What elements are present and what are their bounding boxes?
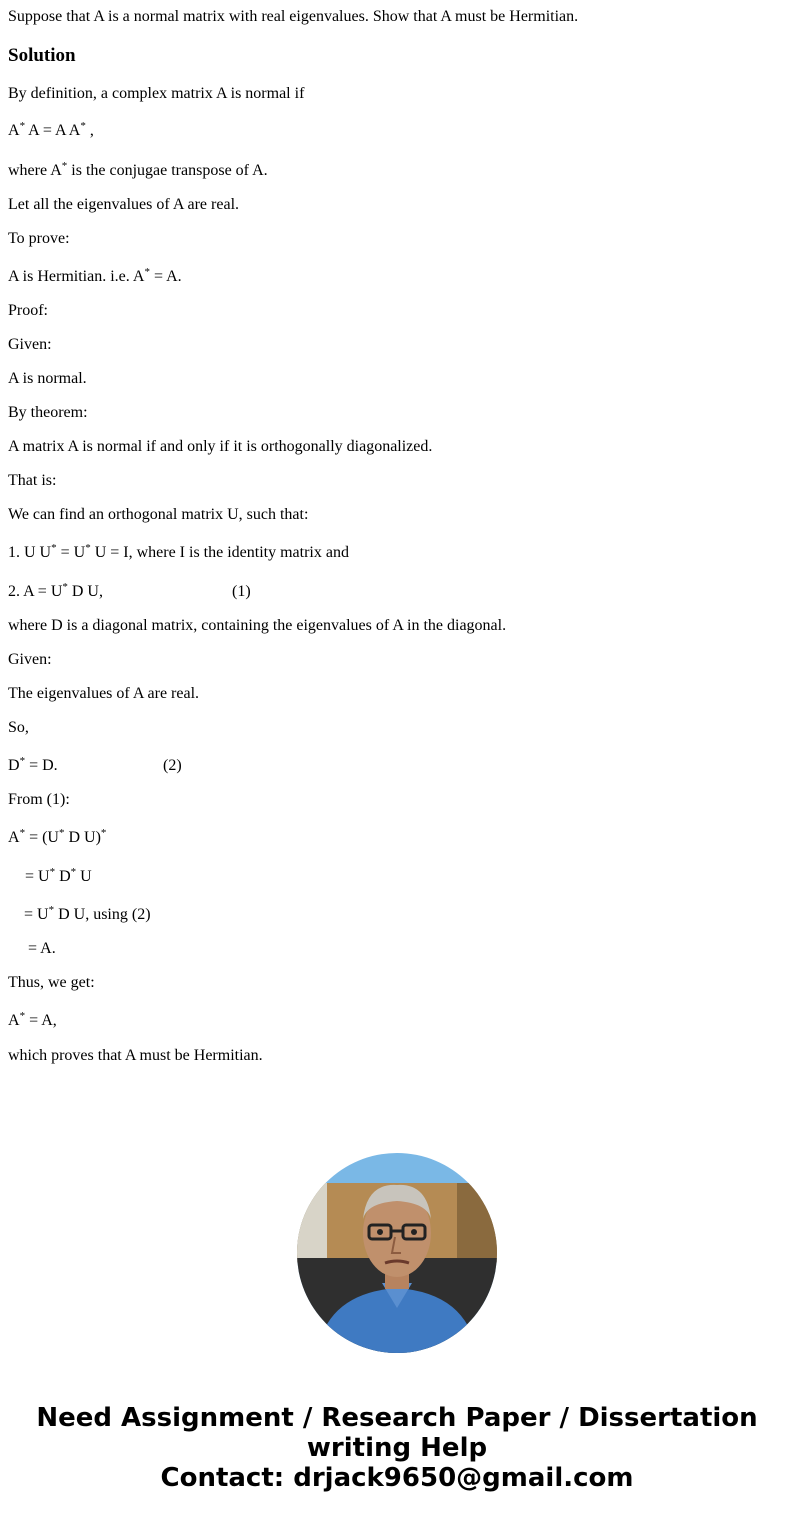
condition-2: 2. A = U* D U, (1) [8, 581, 251, 600]
given-text: A is normal. [8, 370, 87, 387]
conjugate-transpose-note: where A* is the conjugae transpose of A. [8, 160, 268, 179]
avatar-illustration [297, 1153, 497, 1353]
assumption-text: Let all the eigenvalues of A are real. [8, 196, 240, 213]
promo-banner [0, 1403, 794, 1493]
given-label: Given: [8, 336, 52, 353]
theorem-text: A matrix A is normal if and only if it is orthogonally diagonalized. [8, 438, 433, 455]
normal-equation: A* A = A A* , [8, 120, 94, 139]
that-is-label: That is: [8, 472, 57, 489]
definition-text: By definition, a complex matrix A is normal if [8, 85, 305, 102]
orthogonal-text: We can find an orthogonal matrix U, such that: [8, 506, 309, 523]
given-label: Given: [8, 651, 52, 668]
d-equation: D* = D. (2) [8, 755, 182, 774]
diagonal-note: where D is a diagonal matrix, containing the eigenvalues of A in the diagonal. [8, 617, 507, 634]
condition-1: 1. U U* = U* U = I, where I is the identity matrix and [8, 542, 349, 561]
given-text: The eigenvalues of A are real. [8, 685, 200, 702]
so-label: So, [8, 719, 29, 736]
conclusion-label: Thus, we get: [8, 974, 95, 991]
to-prove-label: To prove: [8, 230, 70, 247]
conclusion-text: which proves that A must be Hermitian. [8, 1047, 263, 1064]
promo-line-2: writing Help [306, 1433, 488, 1463]
equation-number: (2) [163, 757, 182, 774]
derivation-step-4: = A. [28, 940, 56, 957]
derivation-step-1: A* = (U* D U)* [8, 827, 107, 846]
from-label: From (1): [8, 791, 70, 808]
derivation-step-2: = U* D* U [25, 866, 92, 885]
question-text: Suppose that A is a normal matrix with real eigenvalues. Show that A must be Hermitian. [8, 8, 579, 25]
result-equation: A* = A, [8, 1010, 57, 1029]
author-photo [297, 1153, 497, 1353]
promo-line-1: Need Assignment / Research Paper / Dissertation [36, 1403, 758, 1433]
solution-heading: Solution [8, 45, 76, 66]
theorem-label: By theorem: [8, 404, 88, 421]
claim-text: A is Hermitian. i.e. A* = A. [8, 266, 182, 285]
proof-label: Proof: [8, 302, 48, 319]
equation-number: (1) [232, 583, 251, 600]
promo-contact: Contact: drjack9650@gmail.com [160, 1463, 634, 1493]
derivation-step-3: = U* D U, using (2) [24, 904, 151, 923]
